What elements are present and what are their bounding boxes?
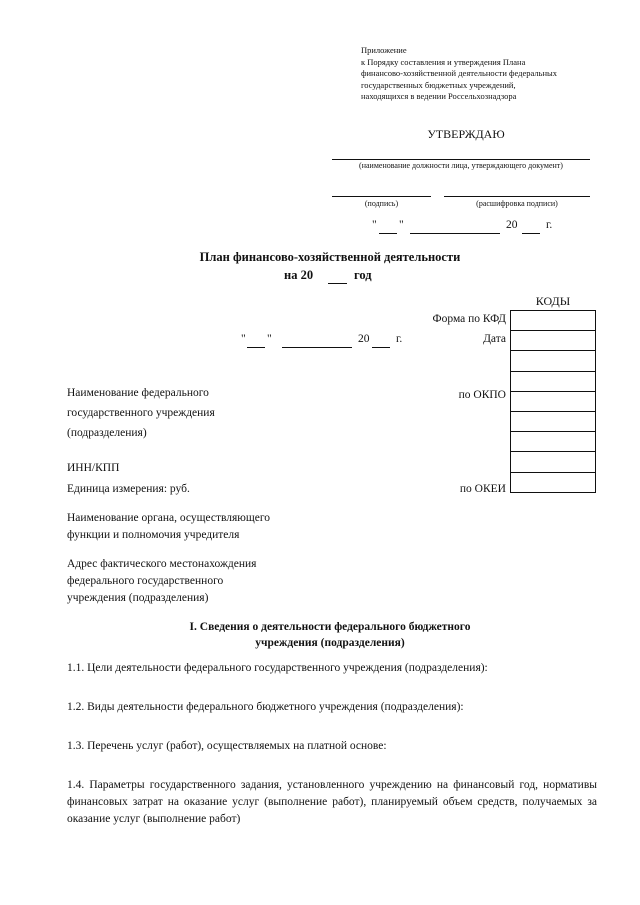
code-cell-blank: [511, 431, 595, 451]
appendix-line: финансово-хозяйственной деятельности федеральных: [361, 68, 557, 79]
plan-year: [284, 268, 394, 284]
date-day-line: [379, 233, 397, 234]
date-quote-open: ": [372, 219, 377, 231]
codes-box: [510, 310, 596, 493]
field-label: (подразделения): [67, 427, 147, 439]
codes-header: КОДЫ: [535, 294, 571, 308]
code-cell-blank: [511, 411, 595, 431]
appendix-line: Приложение: [361, 45, 407, 55]
institution-name-field: [67, 383, 327, 443]
okpo-label: по ОКПО: [458, 389, 506, 401]
code-cell-blank: [511, 451, 595, 471]
section1-p1: 1.1. Цели деятельности федерального государственного учреждения (подразделения):: [67, 662, 488, 674]
date-quote-close: ": [399, 219, 404, 231]
section1-p2: 1.2. Виды деятельности федерального бюджетного учреждения (подразделения):: [67, 701, 464, 713]
section1-p4: 1.4. Параметры государственного задания, установленного учреждению на финансовый год, нормативы финансовых затрат на оказание услуг (выполнение работ), планируемый объем средств, получаемых за оказание услуг (выполнение работ): [67, 779, 597, 825]
appendix-line: находящихся в ведении Россельхознадзора: [361, 91, 517, 102]
plan-year-line: [328, 283, 347, 284]
date-year-prefix: 20: [506, 219, 518, 231]
date-year-line: [522, 233, 540, 234]
position-caption: (наименование должности лица, утверждающего документ): [359, 161, 563, 170]
form-date-year-line: [372, 347, 390, 348]
field-label: учреждения (подразделения): [67, 592, 209, 604]
plan-year-suffix: год: [354, 268, 372, 282]
approval-title: УТВЕРЖДАЮ: [427, 127, 505, 141]
form-date-month-line: [282, 347, 352, 348]
field-label: государственного учреждения: [67, 407, 215, 419]
code-cell-form: [511, 311, 595, 330]
section1-title: [120, 619, 540, 651]
form-label: Форма по КФД: [432, 313, 506, 325]
field-label: Наименование федерального: [67, 387, 209, 399]
code-cell-okpo: [511, 391, 595, 411]
form-date-suffix: г.: [396, 333, 403, 345]
field-label: функции и полномочия учредителя: [67, 529, 240, 541]
field-label: Наименование органа, осуществляющего: [67, 512, 271, 524]
section1-p3: 1.3. Перечень услуг (работ), осуществляемых на платной основе:: [67, 740, 387, 752]
code-cell-blank: [511, 350, 595, 370]
form-date-quote-close: ": [267, 333, 272, 345]
code-cell-blank: [511, 371, 595, 391]
date-label: Дата: [483, 333, 506, 345]
field-label: федерального государственного: [67, 575, 224, 587]
section1-title-line1: I. Сведения о деятельности федерального бюджетного: [189, 621, 471, 633]
form-date: [241, 333, 411, 349]
address-field: [67, 556, 327, 607]
position-line: [332, 159, 590, 160]
field-label: Адрес фактического местонахождения: [67, 558, 257, 570]
code-cell-date: [511, 330, 595, 350]
date-month-line: [410, 233, 500, 234]
plan-year-prefix: на 20: [284, 268, 314, 282]
founder-field: [67, 510, 327, 544]
plan-title: План финансово-хозяйственной деятельности: [199, 250, 461, 264]
form-date-quote-open: ": [241, 333, 246, 345]
unit-field: Единица измерения: руб.: [67, 483, 190, 495]
date-suffix: г.: [546, 219, 553, 231]
appendix-block: [361, 45, 611, 103]
signature-caption: (подпись): [364, 199, 399, 208]
approval-date: [372, 219, 602, 235]
section1-title-line2: учреждения (подразделения): [255, 637, 405, 649]
appendix-line: государственных бюджетных учреждений,: [361, 79, 516, 90]
appendix-line: к Порядку составления и утверждения Плана: [361, 56, 526, 67]
inn-kpp-field: ИНН/КПП: [67, 462, 120, 474]
form-date-day-line: [247, 347, 265, 348]
decoding-line: [444, 196, 590, 197]
okei-label: по ОКЕИ: [459, 483, 506, 495]
code-cell-okei: [511, 472, 595, 492]
signature-line: [332, 196, 431, 197]
decoding-caption: (расшифровка подписи): [476, 199, 558, 208]
form-date-year: 20: [358, 333, 370, 345]
